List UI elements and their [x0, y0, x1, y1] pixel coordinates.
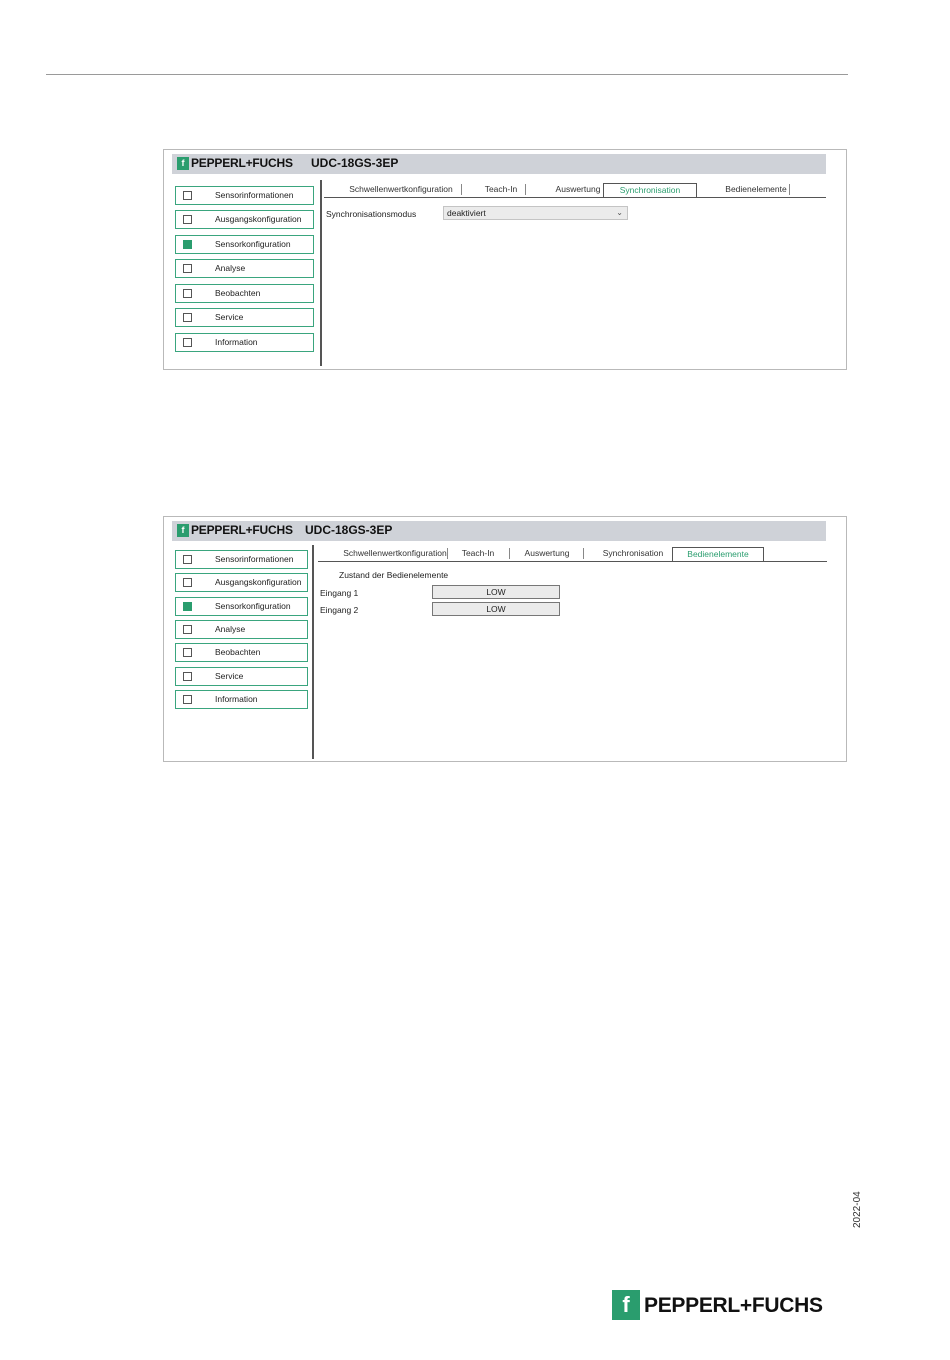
tab-synchronisation[interactable]: Synchronisation [603, 183, 697, 197]
checkbox-icon [183, 313, 192, 322]
sync-mode-value: deaktiviert [447, 208, 486, 218]
checkbox-checked-icon [183, 240, 192, 249]
tab-bar [320, 547, 830, 561]
checkbox-icon [183, 695, 192, 704]
sidebar-item-label: Sensorinformationen [215, 554, 294, 564]
screenshot-bedienelemente [163, 516, 847, 762]
chevron-down-icon: ⌄ [616, 208, 623, 217]
header-bar [172, 154, 826, 174]
input-2-state: LOW [432, 602, 560, 616]
footer-brand: PEPPERL+FUCHS [644, 1294, 823, 1317]
tab-divider [447, 548, 448, 559]
sidebar-item-label: Beobachten [215, 288, 261, 298]
device-model: UDC-18GS-3EP [311, 156, 399, 170]
brand-logo-icon: f [612, 1290, 640, 1320]
input-1-state: LOW [432, 585, 560, 599]
sidebar-item-sensorkonfiguration[interactable] [175, 597, 308, 616]
sidebar-item-label: Information [215, 694, 258, 704]
tab-auswertung[interactable]: Auswertung [524, 548, 570, 558]
checkbox-icon [183, 578, 192, 587]
checkbox-icon [183, 648, 192, 657]
sidebar-item-label: Ausgangskonfiguration [215, 214, 302, 224]
sidebar-item-label: Ausgangskonfiguration [215, 577, 302, 587]
sync-mode-select[interactable] [443, 206, 628, 220]
sidebar-item-label: Analyse [215, 624, 246, 634]
input-2-label: Eingang 2 [320, 605, 359, 615]
sidebar-item-label: Sensorkonfiguration [215, 601, 291, 611]
checkbox-icon [183, 215, 192, 224]
checkbox-checked-icon [183, 602, 192, 611]
sidebar-item-label: Sensorkonfiguration [215, 239, 291, 249]
tab-underline [318, 561, 827, 562]
brand-name: PEPPERL+FUCHS [191, 523, 293, 537]
tab-teach-in[interactable]: Teach-In [461, 548, 495, 558]
tab-bedienelemente[interactable]: Bedienelemente [672, 547, 764, 561]
sidebar-item-label: Service [215, 312, 244, 322]
sidebar-item-analyse[interactable] [175, 259, 314, 278]
tab-divider [461, 184, 462, 195]
checkbox-icon [183, 264, 192, 273]
checkbox-icon [183, 672, 192, 681]
sidebar-item-ausgangskonfiguration[interactable] [175, 573, 308, 592]
brand-logo-icon: f [177, 524, 189, 537]
sidebar-item-label: Beobachten [215, 647, 261, 657]
tab-divider [509, 548, 510, 559]
date-code: 2022-04 [852, 1191, 863, 1228]
top-rule [46, 74, 848, 75]
input-1-label: Eingang 1 [320, 588, 359, 598]
brand-logo-icon: f [177, 157, 189, 170]
sidebar-item-label: Sensorinformationen [215, 190, 294, 200]
tab-synchronisation[interactable]: Synchronisation [602, 548, 664, 558]
screenshot-synchronisation [163, 149, 847, 370]
tab-teach-in[interactable]: Teach-In [484, 184, 518, 194]
tab-bar [326, 183, 826, 197]
sidebar-item-information[interactable] [175, 333, 314, 352]
tab-divider [583, 548, 584, 559]
sidebar-item-sensorinformationen[interactable] [175, 186, 314, 205]
sidebar-item-beobachten[interactable] [175, 284, 314, 303]
checkbox-icon [183, 338, 192, 347]
tab-schwellenwertkonfiguration[interactable]: Schwellenwertkonfiguration [349, 184, 453, 194]
sidebar-item-sensorinformationen[interactable] [175, 550, 308, 569]
tab-bedienelemente[interactable]: Bedienelemente [725, 184, 787, 194]
sidebar-item-analyse[interactable] [175, 620, 308, 639]
checkbox-icon [183, 555, 192, 564]
vertical-divider [320, 180, 322, 366]
tab-divider [789, 184, 790, 195]
tab-divider [525, 184, 526, 195]
checkbox-icon [183, 625, 192, 634]
header-bar [172, 521, 826, 541]
sidebar-item-beobachten[interactable] [175, 643, 308, 662]
tab-schwellenwertkonfiguration[interactable]: Schwellenwertkonfiguration [343, 548, 447, 558]
checkbox-icon [183, 191, 192, 200]
device-model: UDC-18GS-3EP [305, 523, 393, 537]
brand-name: PEPPERL+FUCHS [191, 156, 293, 170]
sync-mode-label: Synchronisationsmodus [326, 209, 417, 219]
sidebar-item-service[interactable] [175, 308, 314, 327]
sidebar-item-label: Analyse [215, 263, 246, 273]
tab-auswertung[interactable]: Auswertung [555, 184, 601, 194]
sidebar-item-service[interactable] [175, 667, 308, 686]
sidebar-item-sensorkonfiguration[interactable] [175, 235, 314, 254]
sidebar-item-information[interactable] [175, 690, 308, 709]
tab-underline [324, 197, 826, 198]
checkbox-icon [183, 289, 192, 298]
section-title: Zustand der Bedienelemente [339, 570, 449, 580]
vertical-divider [312, 545, 314, 759]
sidebar-item-ausgangskonfiguration[interactable] [175, 210, 314, 229]
sidebar-item-label: Service [215, 671, 244, 681]
sidebar-item-label: Information [215, 337, 258, 347]
